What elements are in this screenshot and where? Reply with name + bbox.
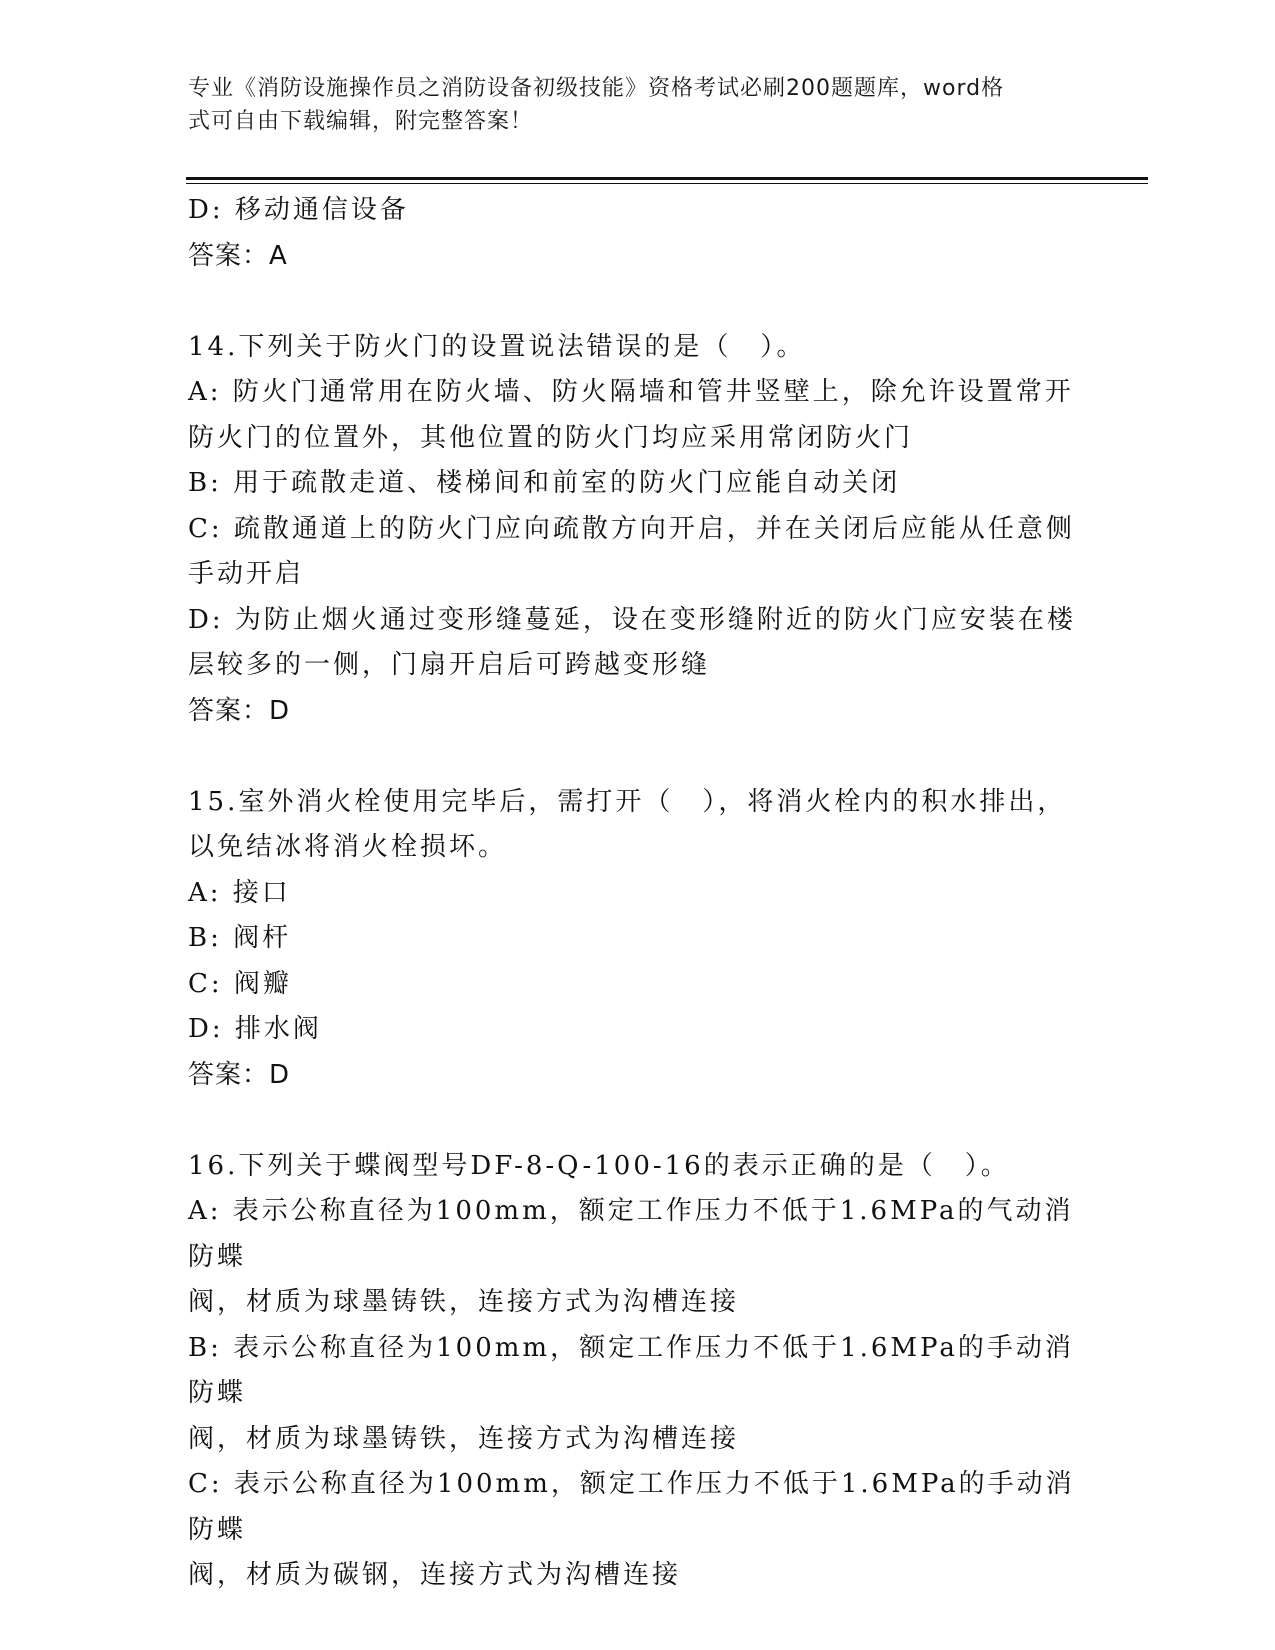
q15-stem-line-2: 以免结冰将消火栓损坏。 [188,832,508,862]
q14-option-c-line-1: C: 疏散通道上的防火门应向疏散方向开启，并在关闭后应能从任意侧 [188,513,1075,544]
question-15 [188,780,1088,1099]
document-header [188,72,1068,138]
q15-option-d: D: 排水阀 [188,1014,322,1044]
q16-option-c-line-1: C: 表示公称直径为100mm，额定工作压力不低于1.6MPa的手动消防蝶 [188,1469,1075,1545]
q14-option-b: B: 用于疏散走道、楼梯间和前室的防火门应能自动关闭 [188,468,901,498]
q14-option-a-line-1: A: 防火门通常用在防火墙、防火隔墙和管井竖壁上，除允许设置常开 [188,377,1074,407]
q16-option-a-line-1: A: 表示公称直径为100mm，额定工作压力不低于1.6MPa的气动消防蝶 [188,1196,1074,1272]
question-content [188,188,1088,1599]
q14-answer: 答案：D [188,695,291,726]
q15-answer: 答案：D [188,1059,291,1090]
q14-option-a-line-2: 防火门的位置外，其他位置的防火门均应采用常闭防火门 [188,422,914,453]
q14-option-d-line-2: 层较多的一侧，门扇开启后可跨越变形缝 [188,650,711,680]
q15-option-b: B: 阀杆 [188,923,292,953]
q16-option-a-line-2: 阀，材质为球墨铸铁，连接方式为沟槽连接 [188,1287,740,1317]
spacer [188,734,1088,780]
q15-option-a: A: 接口 [188,877,291,908]
q15-stem-line-1: 15.室外消火栓使用完毕后，需打开（ ），将消火栓内的积水排出， [188,786,1067,817]
question-14 [188,325,1088,735]
question-13-tail [188,188,1088,279]
header-line-1: 专业《消防设施操作员之消防设备初级技能》资格考试必刷200题题库，word格 [188,76,1005,101]
q14-option-d-line-1: D: 为防止烟火通过变形缝蔓延，设在变形缝附近的防火门应安装在楼 [188,604,1076,635]
q13-answer: 答案：A [188,240,288,271]
header-divider-thick [186,177,1148,180]
q15-option-c: C: 阀瓣 [188,968,292,999]
q14-option-c-line-2: 手动开启 [188,559,305,589]
q13-option-d: D: 移动通信设备 [188,195,409,225]
spacer [188,1098,1088,1144]
q16-stem: 16.下列关于蝶阀型号DF-8-Q-100-16的表示正确的是（ ）。 [188,1150,1010,1181]
q16-option-c-line-2: 阀，材质为碳钢，连接方式为沟槽连接 [188,1560,682,1590]
header-divider-thin [186,183,1148,184]
q16-option-b-line-2: 阀，材质为球墨铸铁，连接方式为沟槽连接 [188,1423,740,1454]
q14-stem: 14.下列关于防火门的设置说法错误的是（ ）。 [188,331,806,362]
spacer [188,279,1088,325]
question-16 [188,1144,1088,1599]
header-line-2: 式可自由下载编辑，附完整答案！ [188,109,534,134]
q16-option-b-line-1: B: 表示公称直径为100mm，额定工作压力不低于1.6MPa的手动消防蝶 [188,1332,1074,1408]
